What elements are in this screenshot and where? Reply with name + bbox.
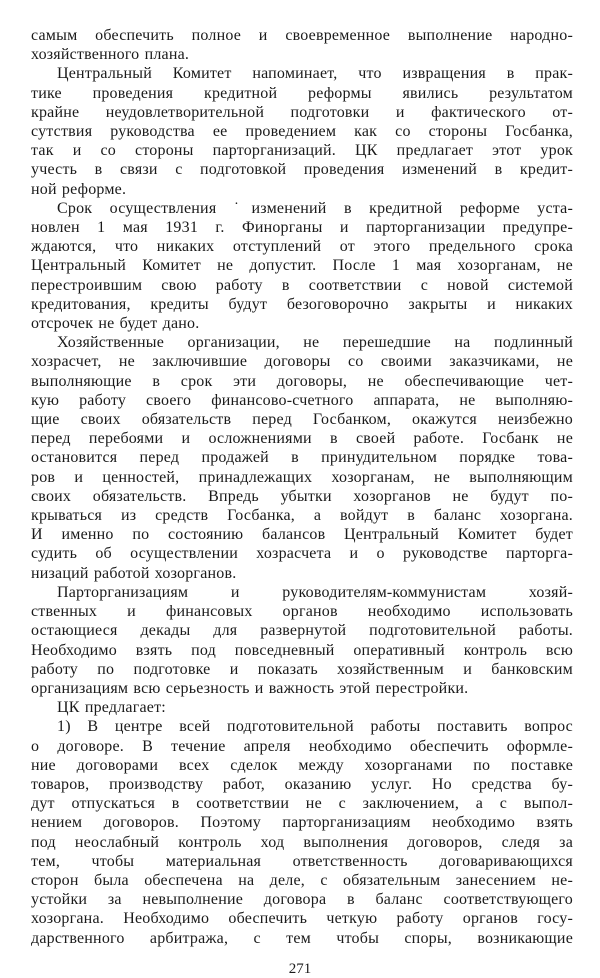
text-line: дут отпускаться в соответствии не с заключением, а с выпол-	[31, 795, 573, 813]
body-text	[31, 0, 573, 948]
text-line: крываться из средств Госбанка, а войдут в баланс хозоргана.	[31, 507, 573, 525]
text-line: работу по подготовке и показать хозяйственным и банковским	[31, 660, 573, 678]
text-line: хозоргана. Необходимо обеспечить четкую работу органов госу-	[31, 910, 573, 928]
text-line: кредитования, кредиты будут безоговорочно закрыты и никаких	[31, 295, 573, 313]
text-line: судить об осуществлении хозрасчета и о руководстве парторга-	[31, 545, 573, 563]
page-number: 271	[288, 960, 312, 977]
text-line: ЦК предлагает:	[57, 699, 166, 717]
paragraph	[31, 64, 573, 198]
text-line: организациям всю серьезность и важность этой перестройки.	[31, 679, 469, 697]
text-line: перед перебоями и осложнениями в своей работе. Госбанк не	[31, 430, 573, 448]
text-line: под неослабный контроль ход выполнения договоров, следя за	[31, 833, 573, 851]
text-line: учесть в связи с подготовкой проведения изменений в кредит-	[31, 161, 573, 179]
text-line: хозрасчет, не заключившие договоры со своими заказчиками, не	[31, 353, 573, 371]
text-line: так и со стороны парторганизаций. ЦК предлагает этот урок	[31, 142, 573, 160]
text-line: тем, чтобы материальная ответственность договаривающихся	[31, 852, 573, 870]
paragraph	[31, 26, 573, 64]
text-line: крайне неудовлетворительной подготовки и фактического от-	[31, 103, 573, 121]
paragraph	[31, 199, 573, 333]
text-line: тике проведения кредитной реформы явились результатом	[31, 84, 573, 102]
text-line: ственных и финансовых органов необходимо использовать	[31, 603, 573, 621]
text-line: остающиеся декады для развернутой подготовительной работы.	[31, 622, 573, 640]
text-line: ров и ценностей, принадлежащих хозорганам, не выполняющим	[31, 468, 573, 486]
text-line: своих обязательств. Впредь убытки хозорганов не будут по-	[31, 487, 573, 505]
text-line: Срок осуществления ˙изменений в кредитной реформе уста-	[57, 199, 573, 217]
text-line: товаров, производству работ, оказанию услуг. Но средства бу-	[31, 775, 573, 793]
paragraph	[31, 698, 573, 717]
text-line: нением договоров. Поэтому парторганизациям необходимо взять	[31, 814, 573, 832]
text-line: ние договорами всех сделок между хозорганами по поставке	[31, 756, 573, 774]
paragraph	[31, 717, 573, 947]
text-line: низаций работой хозорганов.	[31, 564, 237, 582]
text-line: Хозяйственные организации, не перешедшие на подлинный	[57, 334, 573, 352]
paragraph	[31, 333, 573, 583]
text-line: Центральный Комитет не допустит. После 1 мая хозорганам, не	[31, 257, 573, 275]
text-line: дарственного арбитража, с тем чтобы споры, возникающие	[31, 929, 573, 947]
text-line: самым обеспечить полное и своевременное выполнение народно-	[31, 27, 573, 44]
text-line: ждаются, что никаких отступлений от этого предельного срока	[31, 238, 573, 256]
text-line: Центральный Комитет напоминает, что извращения в прак-	[57, 65, 573, 83]
text-line: И именно по состоянию балансов Центральный Комитет будет	[31, 526, 573, 544]
text-line: ной реформе.	[31, 180, 127, 198]
text-line: сутствия руководства ее проведением как со стороны Госбанка,	[31, 123, 573, 141]
text-line: 1) В центре всей подготовительной работы поставить вопрос	[57, 718, 573, 736]
text-line: щие своих обязательств перед Госбанком, окажутся неизбежно	[31, 411, 573, 429]
text-line: отсрочек не будет дано.	[31, 315, 200, 333]
text-line: кую работу своего финансово-счетного аппарата, не выполняю-	[31, 391, 573, 409]
text-line: Парторганизациям и руководителям-коммунистам хозяй-	[57, 583, 573, 601]
text-line: новлен 1 мая 1931 г. Финорганы и парторганизации предупре-	[31, 219, 573, 237]
text-line: о договоре. В течение апреля необходимо обеспечить оформле-	[31, 737, 573, 755]
text-line: устойки за невыполнение договора в баланс соответствующего	[31, 891, 573, 909]
text-line: Необходимо взять под повседневный оперативный контроль всю	[31, 641, 573, 659]
text-line: сторон была обеспечена на деле, с обязательным занесением не-	[31, 871, 573, 889]
text-line: выполняющие в срок эти договоры, не обеспечивающие чет-	[31, 372, 573, 390]
text-line: хозяйственного плана.	[31, 46, 190, 64]
paragraph	[31, 583, 573, 698]
text-line: перестроившим свою работу в соответствии с новой системой	[31, 276, 573, 294]
text-line: остановится перед продажей в принудительном порядке това-	[31, 449, 573, 467]
